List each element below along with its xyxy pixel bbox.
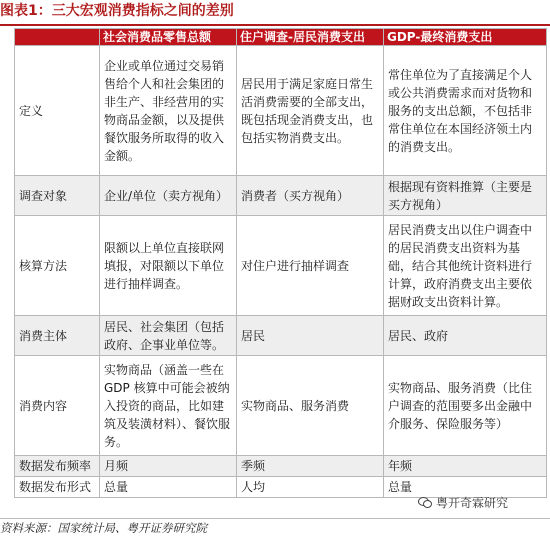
table-row [15,316,547,356]
header-cell-blank [15,29,100,46]
table-cell: 居民、社会集团（包括政府、企事业单位等。 [100,316,237,356]
table-cell: 常住单位为了直接满足个人或公共消费需求而对货物和服务的支出总额，不包括非常住单位在本国经济领土内的消费支出。 [384,46,547,176]
row-label: 消费主体 [15,316,100,356]
table-cell: 居民 [237,316,384,356]
table-cell: 总量 [384,477,547,498]
row-label: 调查对象 [15,176,100,216]
watermark-text: 粤开奇霖研究 [436,496,509,510]
table-cell: 季频 [237,456,384,477]
header-cell-household: 住户调查-居民消费支出 [237,29,384,46]
wechat-icon [418,497,432,508]
table-row [15,216,547,316]
table-row [15,46,547,176]
table-cell: 居民、政府 [384,316,547,356]
table-cell: 根据现有资料推算（主要是买方视角） [384,176,547,216]
watermark [418,494,508,511]
table-row [15,456,547,477]
header-row [15,29,547,46]
figure-title: 图表1：三大宏观消费指标之间的差别 [0,3,234,19]
table-cell: 企业或单位通过交易销售给个人和社会集团的非生产、非经营用的实物商品金额，以及提供餐饮服务所取得的收入金额。 [100,46,237,176]
row-label: 消费内容 [15,356,100,456]
row-label: 数据发布形式 [15,477,100,498]
table-cell: 实物商品、服务消费（比住户调查的范围要多出金融中介服务、保险服务等） [384,356,547,456]
source-note: 资料来源：国家统计局、粤开证券研究院 [0,518,550,537]
table-cell: 月频 [100,456,237,477]
table-cell: 人均 [237,477,384,498]
table-cell: 限额以上单位直接联网填报，对限额以下单位进行抽样调查。 [100,216,237,316]
table-cell: 企业/单位（卖方视角） [100,176,237,216]
table-cell: 居民消费支出以住户调查中的居民消费支出资料为基础，结合其他统计资料进行计算，政府消费支出主要依据财政支出资料计算。 [384,216,547,316]
table-cell: 居民用于满足家庭日常生活消费需要的全部支出，既包括现金消费支出，也包括实物消费支出。 [237,46,384,176]
table-cell: 实物商品（涵盖一些在GDP 核算中可能会被纳入投资的商品，比如建筑及装潢材料）、餐饮服务。 [100,356,237,456]
table-cell: 实物商品、服务消费 [237,356,384,456]
table-cell: 消费者（买方视角） [237,176,384,216]
row-label: 核算方法 [15,216,100,316]
table-cell: 对住户进行抽样调查 [237,216,384,316]
header-cell-gdp: GDP-最终消费支出 [384,29,547,46]
comparison-table [14,28,547,498]
title-rule [0,24,550,26]
table-cell: 总量 [100,477,237,498]
row-label: 数据发布频率 [15,456,100,477]
header-cell-retail: 社会消费品零售总额 [100,29,237,46]
table-row [15,356,547,456]
row-label: 定义 [15,46,100,176]
table-row [15,176,547,216]
table-cell: 年频 [384,456,547,477]
